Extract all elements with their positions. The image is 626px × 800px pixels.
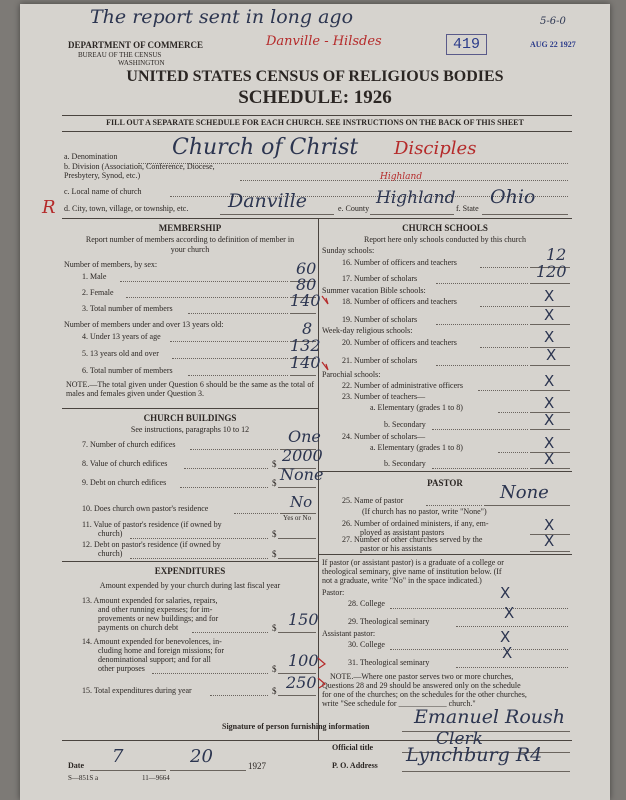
q2-value: 80 (296, 275, 317, 294)
q24a-x-mark: X (544, 434, 555, 452)
q10-label: 10. Does church own pastor's residence (82, 504, 209, 513)
q14-label-line4: other purposes (98, 664, 145, 673)
membership-note: NOTE.—The total given under Question 6 should be the same as the total of males and females given under Question 3. (66, 380, 314, 398)
q20-x-mark: X (544, 328, 555, 346)
city-value: Danville (228, 190, 308, 212)
census-schedule-sheet (20, 4, 610, 800)
q27-label-line1: 27. Number of other churches served by the (342, 535, 483, 544)
q29-label: 29. Theological seminary (348, 617, 430, 626)
q19-x-mark: X (544, 306, 555, 324)
pastor-note-line4: write "See schedule for ____________ church." (322, 699, 476, 708)
q21-label: 21. Number of scholars (342, 356, 418, 365)
q1-value: 60 (296, 259, 317, 278)
local-name-label: c. Local name of church (64, 187, 142, 196)
q19-label: 19. Number of scholars (342, 315, 418, 324)
official-title-value: Clerk (436, 729, 483, 749)
q9-value: None (280, 465, 324, 484)
q25-note: (If church has no pastor, write "None") (362, 507, 487, 516)
q15-dollar: $ (272, 686, 277, 696)
q6-label: 6. Total number of members (82, 366, 173, 375)
q8-value: 2000 (282, 446, 323, 465)
q28-label: 28. College (348, 599, 385, 608)
q1-label: 1. Male (82, 272, 107, 281)
form-number: S—851S a (68, 774, 99, 782)
expenditures-intro: Amount expended by your church during last fiscal year (99, 581, 281, 590)
state-value: Ohio (490, 186, 536, 208)
received-date-stamp: AUG 22 1927 (530, 40, 576, 49)
q16-value: 12 (546, 245, 567, 264)
q13-label-line2: and other running expenses; for im- (98, 605, 213, 614)
graduate-note-line3: not a graduate, write "No" in the space indicated.) (322, 576, 482, 585)
county-value: Highland (376, 188, 456, 208)
department-name: DEPARTMENT OF COMMERCE (68, 40, 204, 50)
q3-value: 140 (290, 291, 321, 310)
bureau-city: WASHINGTON (118, 59, 165, 67)
official-title-label: Official title (332, 743, 374, 752)
division-label: b. Division (Association, Conference, Diocese, Presbytery, Synod, etc.) (64, 162, 215, 180)
form-subtitle: SCHEDULE: 1926 (238, 87, 392, 108)
pastor-heading: PASTOR (427, 478, 463, 488)
q5-value: 132 (290, 336, 321, 355)
q25-value: None (500, 482, 549, 503)
q26-x-mark: X (544, 516, 555, 534)
q30-x-mark: X (500, 628, 511, 646)
q27-label-line2: pastor or his assistants (360, 544, 432, 553)
q13-label-line4: payments on church debt (98, 623, 179, 632)
date-year: 1927 (248, 761, 266, 771)
signature-label: Signature of person furnishing information (222, 722, 370, 731)
summer-schools-label: Summer vacation Bible schools: (322, 286, 426, 295)
q22-x-mark: X (544, 372, 555, 390)
q21-x-mark: X (546, 346, 557, 364)
code-number: 5-6-0 (540, 16, 566, 27)
assistant-pastor-subheading: Assistant pastor: (322, 629, 376, 638)
graduate-note-line2: theological seminary, give name of institution below. (If (322, 567, 502, 576)
pastor-subheading: Pastor: (322, 588, 345, 597)
q20-label: 20. Number of officers and teachers (342, 338, 457, 347)
county-label: e. County (338, 204, 370, 213)
q5-label: 5. 13 years old and over (82, 349, 159, 358)
q7-label: 7. Number of church edifices (82, 440, 176, 449)
buildings-heading: CHURCH BUILDINGS (143, 413, 237, 423)
weekday-schools-label: Week-day religious schools: (322, 326, 413, 335)
red-tick-marks-2 (316, 654, 330, 694)
q14-label-line1: 14. Amount expended for benevolences, in- (82, 637, 222, 646)
print-number: 11—9664 (142, 774, 170, 782)
graduate-note-line1: If pastor (or assistant pastor) is a graduate of a college or (322, 558, 504, 567)
q7-value: One (288, 427, 321, 446)
buildings-intro: See instructions, paragraphs 10 to 12 (130, 425, 250, 434)
q24b-label: b. Secondary (384, 459, 426, 468)
q14-label-line2: cluding home and foreign missions; for (98, 646, 224, 655)
q13-dollar: $ (272, 623, 277, 633)
q29-x-mark: X (504, 604, 515, 622)
bureau-name: BUREAU OF THE CENSUS (78, 51, 162, 59)
r-mark: R (42, 197, 56, 218)
q25-label: 25. Name of pastor (342, 496, 404, 505)
q28-x-mark: X (500, 584, 511, 602)
q4-value: 8 (302, 319, 313, 338)
q23-label: 23. Number of teachers— (342, 392, 426, 401)
serial-number-stamp: 419 (446, 34, 487, 55)
q23b-label: b. Secondary (384, 420, 426, 429)
q22-label: 22. Number of administrative officers (342, 381, 463, 390)
q2-label: 2. Female (82, 288, 114, 297)
q12-label-line1: 12. Debt on pastor's residence (if owned by (82, 540, 221, 549)
denomination-value: Church of Christ (172, 135, 359, 160)
q4-label: 4. Under 13 years of age (82, 332, 161, 341)
form-instruction: FILL OUT A SEPARATE SCHEDULE FOR EACH CHURCH. SEE INSTRUCTIONS ON THE BACK OF THIS SHEET (106, 118, 524, 127)
q17-label: 17. Number of scholars (342, 274, 418, 283)
q24-label: 24. Number of scholars— (342, 432, 426, 441)
q15-label: 15. Total expenditures during year (82, 686, 192, 695)
q18-x-mark: X (544, 287, 555, 305)
q12-label-line2: church) (98, 549, 123, 558)
denomination-red-note: Disciples (394, 138, 477, 159)
state-label: f. State (456, 204, 479, 213)
expenditures-heading: EXPENDITURES (154, 566, 226, 576)
red-tick-marks (320, 290, 334, 380)
po-address-value: Lynchburg R4 (406, 744, 543, 766)
membership-intro: Report number of members according to definition of member in your church (85, 235, 295, 254)
q13-label-line1: 13. Amount expended for salaries, repairs, (82, 596, 218, 605)
q18-label: 18. Number of officers and teachers (342, 297, 457, 306)
pastor-note-line3: for one of the churches; on the schedules for the other churches, (322, 690, 527, 699)
q14-label-line3: denominational support; and for all (98, 655, 211, 664)
q10-value: No (290, 493, 313, 511)
q24b-x-mark: X (544, 450, 555, 468)
q26-label-line2: ployed as assistant pastors (360, 528, 445, 537)
q23a-x-mark: X (544, 394, 555, 412)
form-title: UNITED STATES CENSUS OF RELIGIOUS BODIES (126, 68, 504, 85)
date-month: 7 (112, 746, 124, 767)
q23b-x-mark: X (544, 411, 555, 429)
q27-x-mark: X (544, 532, 555, 550)
signature-value: Emanuel Roush (414, 706, 566, 728)
schools-intro: Report here only schools conducted by this church (364, 235, 526, 244)
denomination-label: a. Denomination (64, 152, 118, 161)
q13-label-line3: provements or new buildings; and for (98, 614, 219, 623)
q23a-label: a. Elementary (grades 1 to 8) (370, 403, 463, 412)
q11-dollar: $ (272, 529, 277, 539)
schools-heading: CHURCH SCHOOLS (402, 223, 488, 233)
po-address-label: P. O. Address (332, 761, 378, 770)
age-intro-label: Number of members under and over 13 years old: (64, 320, 224, 329)
q9-label: 9. Debt on church edifices (82, 478, 167, 487)
q31-x-mark: X (502, 644, 513, 662)
q15-value: 250 (286, 673, 317, 692)
q12-dollar: $ (272, 549, 277, 559)
q24a-label: a. Elementary (grades 1 to 8) (370, 443, 463, 452)
q8-dollar: $ (272, 459, 277, 469)
handwritten-note: The report sent in long ago (90, 6, 354, 28)
q16-label: 16. Number of officers and teachers (342, 258, 457, 267)
pastor-note-line2: Questions 28 and 29 should be answered only on the schedule (322, 681, 521, 690)
q13-value: 150 (288, 610, 319, 629)
q17-value: 120 (536, 262, 567, 281)
date-label: Date (68, 761, 84, 770)
q11-label-line2: church) (98, 529, 123, 538)
q8-label: 8. Value of church edifices (82, 459, 168, 468)
q11-label-line1: 11. Value of pastor's residence (if owned by (82, 520, 222, 529)
county-red-note: Highland (380, 172, 423, 182)
q26-label-line1: 26. Number of ordained ministers, if any, em- (342, 519, 489, 528)
q14-value: 100 (288, 651, 319, 670)
membership-heading: MEMBERSHIP (158, 223, 222, 233)
q6-value: 140 (290, 353, 321, 372)
city-label: d. City, town, village, or township, etc. (64, 204, 189, 213)
members-by-sex-label: Number of members, by sex: (64, 260, 158, 269)
date-day: 20 (190, 746, 213, 767)
q14-dollar: $ (272, 664, 277, 674)
yes-no-hint: Yes or No (283, 514, 312, 522)
q3-label: 3. Total number of members (82, 304, 173, 313)
parochial-schools-label: Parochial schools: (322, 370, 381, 379)
q31-label: 31. Theological seminary (348, 658, 430, 667)
sunday-schools-label: Sunday schools: (322, 246, 375, 255)
q30-label: 30. College (348, 640, 385, 649)
pastor-note-line1: NOTE.—Where one pastor serves two or more churches, (330, 672, 514, 681)
red-location-note: Danville - Hilsdes (266, 34, 382, 49)
q9-dollar: $ (272, 478, 277, 488)
